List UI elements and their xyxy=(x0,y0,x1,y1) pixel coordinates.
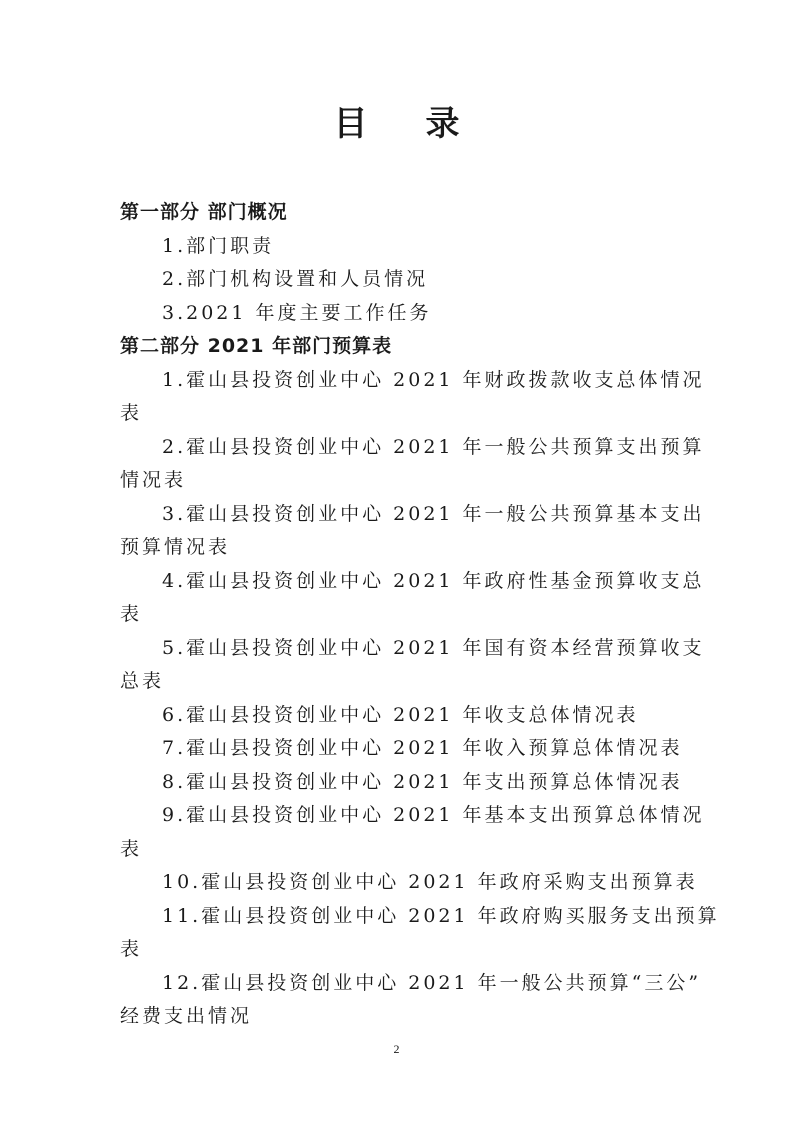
toc-item: 1.霍山县投资创业中心 2021 年财政拨款收支总体情况 xyxy=(162,368,705,391)
page-title: 目录 xyxy=(333,104,518,144)
toc-item-continuation: 预算情况表 xyxy=(120,536,231,558)
toc-item: 11.霍山县投资创业中心 2021 年政府购买服务支出预算 xyxy=(162,904,720,927)
toc-item: 3.2021 年度主要工作任务 xyxy=(162,301,432,324)
toc-item: 6.霍山县投资创业中心 2021 年收支总体情况表 xyxy=(162,703,639,726)
toc-item: 2.部门机构设置和人员情况 xyxy=(162,268,429,290)
toc-item-continuation: 总表 xyxy=(120,670,165,692)
toc-item: 5.霍山县投资创业中心 2021 年国有资本经营预算收支 xyxy=(162,636,705,659)
toc-item-continuation: 表 xyxy=(120,938,143,960)
toc-item: 8.霍山县投资创业中心 2021 年支出预算总体情况表 xyxy=(162,770,683,793)
toc-section-heading-2: 第二部分 2021 年部门预算表 xyxy=(120,335,393,357)
toc-item: 2.霍山县投资创业中心 2021 年一般公共预算支出预算 xyxy=(162,435,705,458)
toc-item-continuation: 经费支出情况 xyxy=(120,1005,253,1027)
toc-item: 9.霍山县投资创业中心 2021 年基本支出预算总体情况 xyxy=(162,804,705,826)
toc-item-continuation: 表 xyxy=(120,603,143,625)
toc-section-heading-1: 第一部分 部门概况 xyxy=(120,201,288,223)
page-number: 2 xyxy=(393,1042,400,1056)
toc-item: 10.霍山县投资创业中心 2021 年政府采购支出预算表 xyxy=(162,871,698,893)
toc-item-continuation: 情况表 xyxy=(120,469,187,491)
table-of-contents xyxy=(120,196,720,1034)
toc-item: 4.霍山县投资创业中心 2021 年政府性基金预算收支总 xyxy=(162,569,705,592)
toc-item: 12.霍山县投资创业中心 2021 年一般公共预算“三公” xyxy=(162,971,702,994)
toc-item: 1.部门职责 xyxy=(162,234,275,257)
toc-item-continuation: 表 xyxy=(120,837,143,860)
toc-item: 3.霍山县投资创业中心 2021 年一般公共预算基本支出 xyxy=(162,502,705,525)
toc-item: 7.霍山县投资创业中心 2021 年收入预算总体情况表 xyxy=(162,737,683,759)
toc-item-continuation: 表 xyxy=(120,402,143,424)
